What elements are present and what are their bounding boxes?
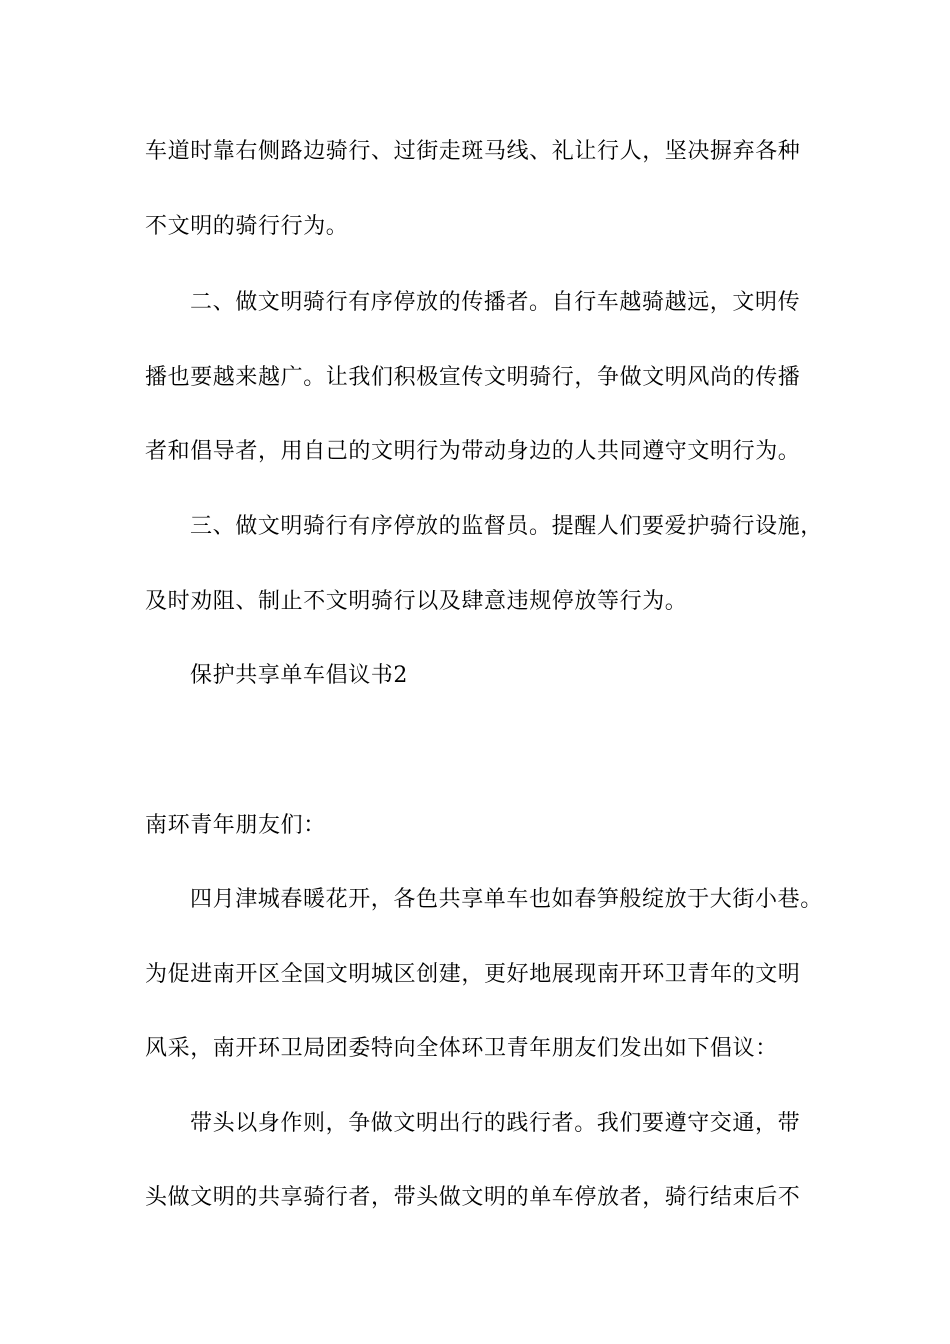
salutation: 南环青年朋友们：	[145, 813, 326, 838]
paragraph-line: 车道时靠右侧路边骑行、过街走斑马线、礼让行人，坚决摒弃各种	[145, 139, 801, 164]
paragraph-line: 带头以身作则，争做文明出行的践行者。我们要遵守交通，带	[190, 1111, 801, 1136]
paragraph-line: 者和倡导者，用自己的文明行为带动身边的人共同遵守文明行为。	[145, 439, 801, 464]
paragraph-line: 四月津城春暖花开，各色共享单车也如春笋般绽放于大街小巷。	[190, 887, 823, 912]
paragraph-line: 及时劝阻、制止不文明骑行以及肆意违规停放等行为。	[145, 589, 688, 614]
paragraph-line: 不文明的骑行行为。	[145, 214, 349, 239]
paragraph-line: 播也要越来越广。让我们积极宣传文明骑行，争做文明风尚的传播	[145, 365, 801, 390]
paragraph-line: 头做文明的共享骑行者，带头做文明的单车停放者，骑行结束后不	[145, 1185, 801, 1210]
paragraph-line: 二、做文明骑行有序停放的传播者。自行车越骑越远，文明传	[190, 290, 801, 315]
paragraph-line: 三、做文明骑行有序停放的监督员。提醒人们要爱护骑行设施，	[190, 514, 823, 539]
paragraph-line: 风采，南开环卫局团委特向全体环卫青年朋友们发出如下倡议：	[145, 1036, 778, 1061]
section-title: 保护共享单车倡议书2	[190, 663, 408, 688]
paragraph-line: 为促进南开区全国文明城区创建，更好地展现南开环卫青年的文明	[145, 962, 801, 987]
